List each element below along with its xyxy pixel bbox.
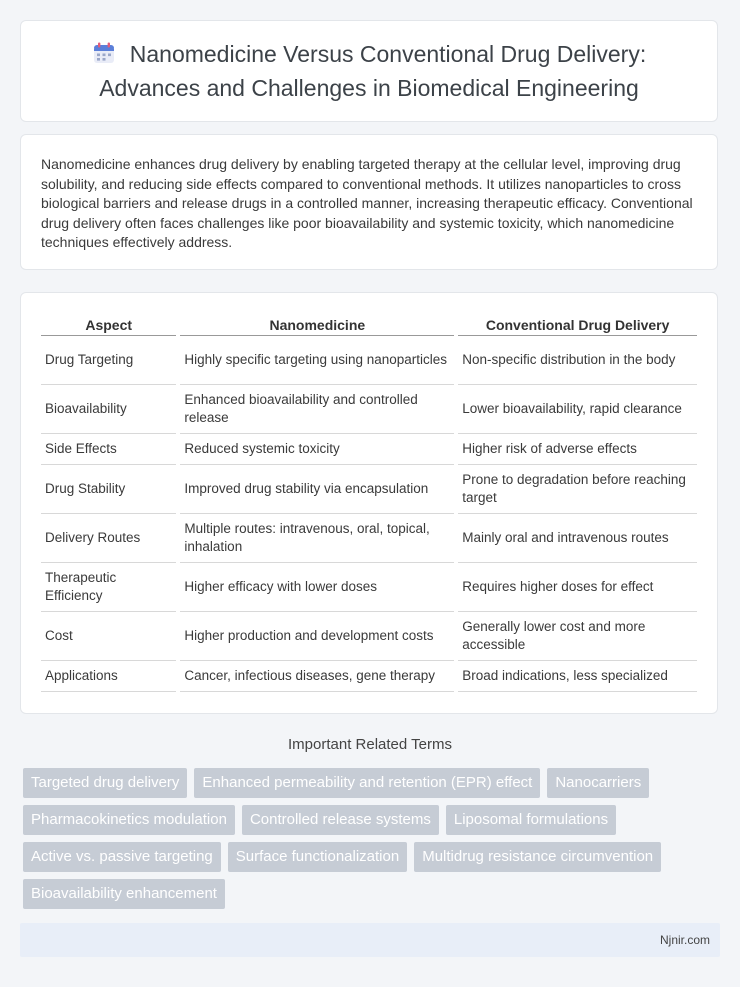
term-tag[interactable]: Controlled release systems — [242, 805, 439, 835]
table-cell: Reduced systemic toxicity — [180, 434, 454, 465]
term-tag[interactable]: Liposomal formulations — [446, 805, 616, 835]
comparison-card — [20, 292, 718, 714]
table-cell: Multiple routes: intravenous, oral, topical, inhalation — [180, 514, 454, 563]
title-card — [20, 20, 718, 122]
table-cell: Higher risk of adverse effects — [458, 434, 697, 465]
related-terms-heading: Important Related Terms — [288, 736, 452, 753]
table-cell: Requires higher doses for effect — [458, 563, 697, 612]
header-nanomedicine: Nanomedicine — [180, 313, 454, 336]
page-title-text: Nanomedicine Versus Conventional Drug Delivery: Advances and Challenges in Biomedical Engineering — [99, 40, 647, 101]
table-cell: Cancer, infectious diseases, gene therapy — [180, 661, 454, 692]
table-cell: Enhanced bioavailability and controlled release — [180, 385, 454, 434]
term-tag[interactable]: Active vs. passive targeting — [23, 842, 221, 872]
table-cell: Cost — [41, 612, 176, 661]
header-aspect: Aspect — [41, 313, 176, 336]
term-tag[interactable]: Enhanced permeability and retention (EPR) effect — [194, 768, 540, 798]
footer — [20, 923, 720, 957]
header-conventional: Conventional Drug Delivery — [458, 313, 697, 336]
term-tag[interactable]: Surface functionalization — [228, 842, 407, 872]
table-row — [41, 434, 697, 465]
intro-card — [20, 134, 718, 270]
term-tag[interactable]: Pharmacokinetics modulation — [23, 805, 235, 835]
table-cell: Bioavailability — [41, 385, 176, 434]
table-row — [41, 563, 697, 612]
table-cell: Higher production and development costs — [180, 612, 454, 661]
intro-text: Nanomedicine enhances drug delivery by enabling targeted therapy at the cellular level, improving drug solubility, and reducing side effects compared to conventional methods. It utilizes nanoparticles to cross biological barriers and release drugs in a controlled manner, increasing therapeutic efficacy. Conventional drug delivery often faces challenges like poor bioavailability and systemic toxicity, which nanomedicine techniques effectively address. — [41, 156, 693, 251]
table-row — [41, 514, 697, 563]
table-cell: Drug Stability — [41, 465, 176, 514]
table-row — [41, 336, 697, 385]
table-cell: Higher efficacy with lower doses — [180, 563, 454, 612]
table-cell: Therapeutic Efficiency — [41, 563, 176, 612]
term-tag[interactable]: Bioavailability enhancement — [23, 879, 225, 909]
footer-site-link[interactable]: Njnir.com — [659, 933, 710, 947]
related-terms-list — [23, 768, 723, 909]
table-cell: Delivery Routes — [41, 514, 176, 563]
table-row — [41, 661, 697, 692]
table-row — [41, 612, 697, 661]
table-cell: Improved drug stability via encapsulation — [180, 465, 454, 514]
table-cell: Broad indications, less specialized — [458, 661, 697, 692]
table-cell: Drug Targeting — [41, 336, 176, 385]
table-row — [41, 385, 697, 434]
table-cell: Highly specific targeting using nanoparticles — [180, 336, 454, 385]
table-header-row — [41, 313, 697, 336]
table-cell: Side Effects — [41, 434, 176, 465]
term-tag[interactable]: Targeted drug delivery — [23, 768, 187, 798]
calendar-icon — [92, 41, 116, 73]
term-tag[interactable]: Nanocarriers — [547, 768, 649, 798]
table-cell: Non-specific distribution in the body — [458, 336, 697, 385]
term-tag[interactable]: Multidrug resistance circumvention — [414, 842, 661, 872]
table-cell: Lower bioavailability, rapid clearance — [458, 385, 697, 434]
table-cell: Mainly oral and intravenous routes — [458, 514, 697, 563]
table-cell: Generally lower cost and more accessible — [458, 612, 697, 661]
page-title — [21, 39, 717, 104]
table-cell: Applications — [41, 661, 176, 692]
table-cell: Prone to degradation before reaching target — [458, 465, 697, 514]
comparison-table — [37, 313, 701, 692]
table-row — [41, 465, 697, 514]
